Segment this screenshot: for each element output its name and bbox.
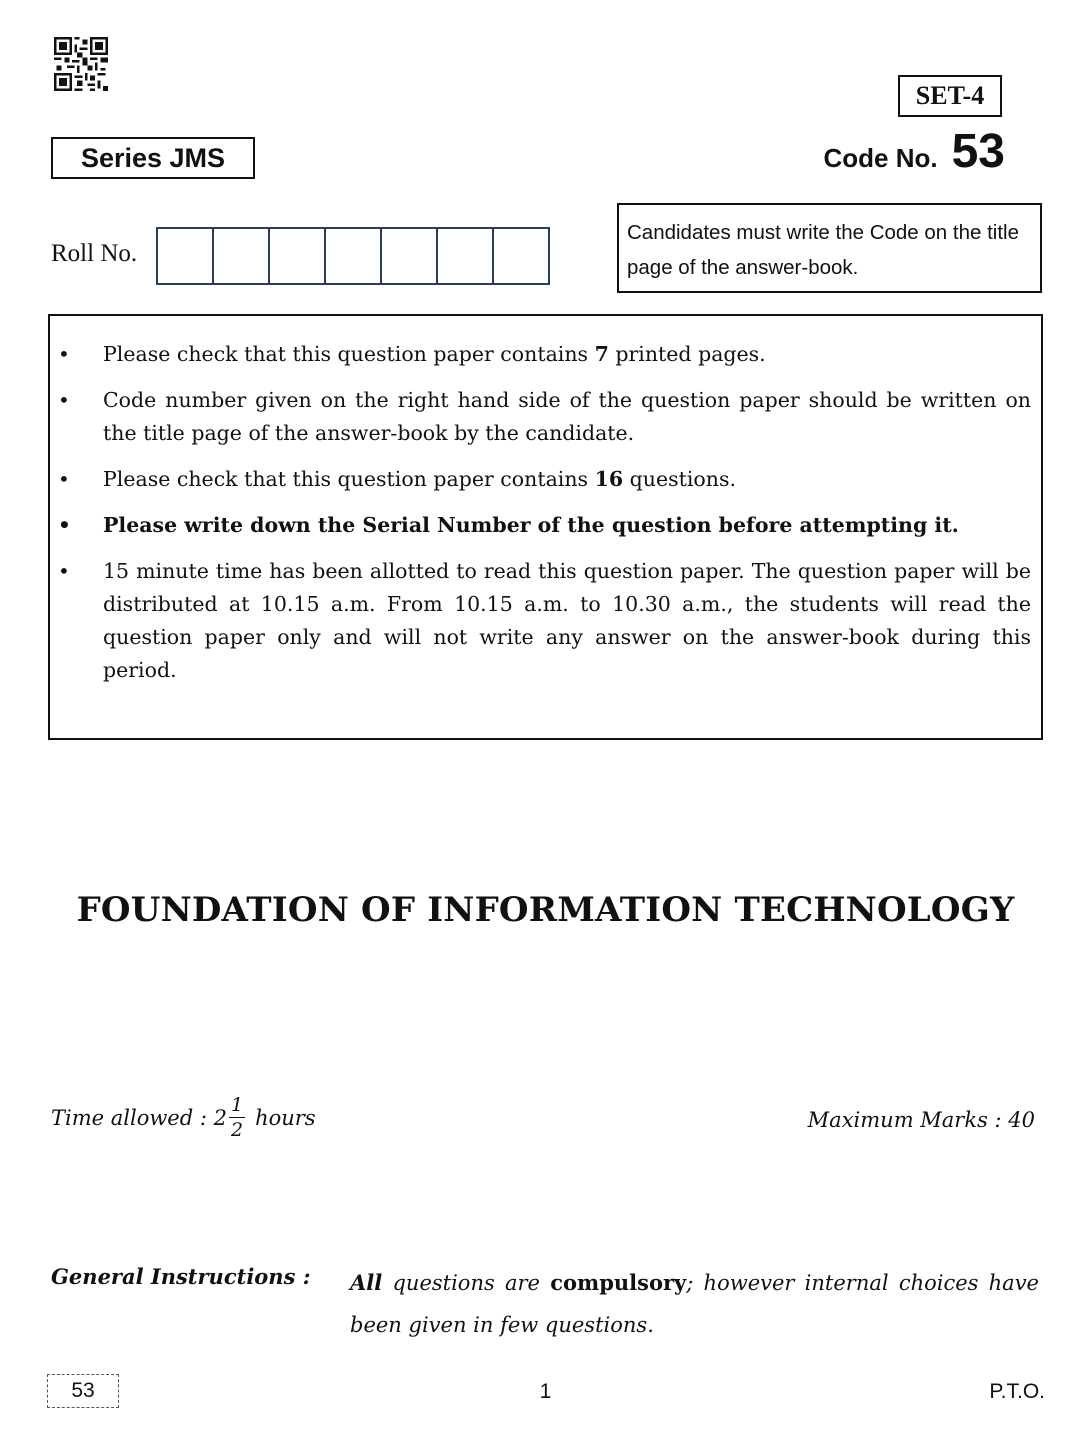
- general-instructions-text: All questions are compulsory; however internal choices have been given in few questions.: [350, 1270, 1039, 1337]
- instruction-item: • 15 minute time has been allotted to read this question paper. The question paper will be distributed at 10.15 a.m. From 10.15 a.m. to 10.30 a.m., the students will read the question paper only and will not write any answer on the answer-book during this period.: [50, 555, 1031, 687]
- time-label: Time allowed : 2: [51, 1106, 227, 1130]
- instruction-item: • Please check that this question paper contains 16 questions.: [50, 463, 1031, 496]
- footer-code-stamp: 53: [47, 1374, 119, 1408]
- code-number: [823, 125, 1006, 178]
- time-unit: hours: [255, 1106, 316, 1130]
- code-value: 53: [951, 125, 1005, 178]
- candidates-note: Candidates must write the Code on the title page of the answer-book.: [617, 203, 1042, 293]
- roll-number-box: [438, 229, 494, 283]
- time-fraction: $\frac{1}{2}$: [230, 1094, 244, 1141]
- general-instructions-label: General Instructions :: [51, 1264, 311, 1289]
- instruction-item: • Code number given on the right hand side of the question paper should be written on the title page of the answer-book by the candidate.: [50, 384, 1031, 450]
- instructions-box: [48, 314, 1043, 740]
- roll-number-box: [158, 229, 214, 283]
- instruction-item: • Please check that this question paper contains 7 printed pages.: [50, 338, 1031, 371]
- roll-number-box: [214, 229, 270, 283]
- series-badge: Series JMS: [51, 137, 255, 179]
- roll-number-box: [270, 229, 326, 283]
- time-allowed: [51, 1096, 316, 1140]
- instruction-item: • Please write down the Serial Number of the question before attempting it.: [50, 509, 1031, 542]
- roll-number-boxes: [156, 227, 550, 285]
- roll-number-box: [494, 229, 548, 283]
- page-number: 1: [539, 1380, 552, 1403]
- roll-number-box: [326, 229, 382, 283]
- set-number-badge: SET-4: [898, 75, 1002, 117]
- roll-number-label: Roll No.: [51, 240, 138, 267]
- qr-code-icon: [54, 37, 108, 91]
- roll-number-box: [382, 229, 438, 283]
- pto-label: P.T.O.: [989, 1380, 1045, 1403]
- subject-title: FOUNDATION OF INFORMATION TECHNOLOGY: [76, 890, 1015, 930]
- code-label: Code No.: [823, 143, 938, 173]
- maximum-marks: Maximum Marks : 40: [807, 1108, 1035, 1132]
